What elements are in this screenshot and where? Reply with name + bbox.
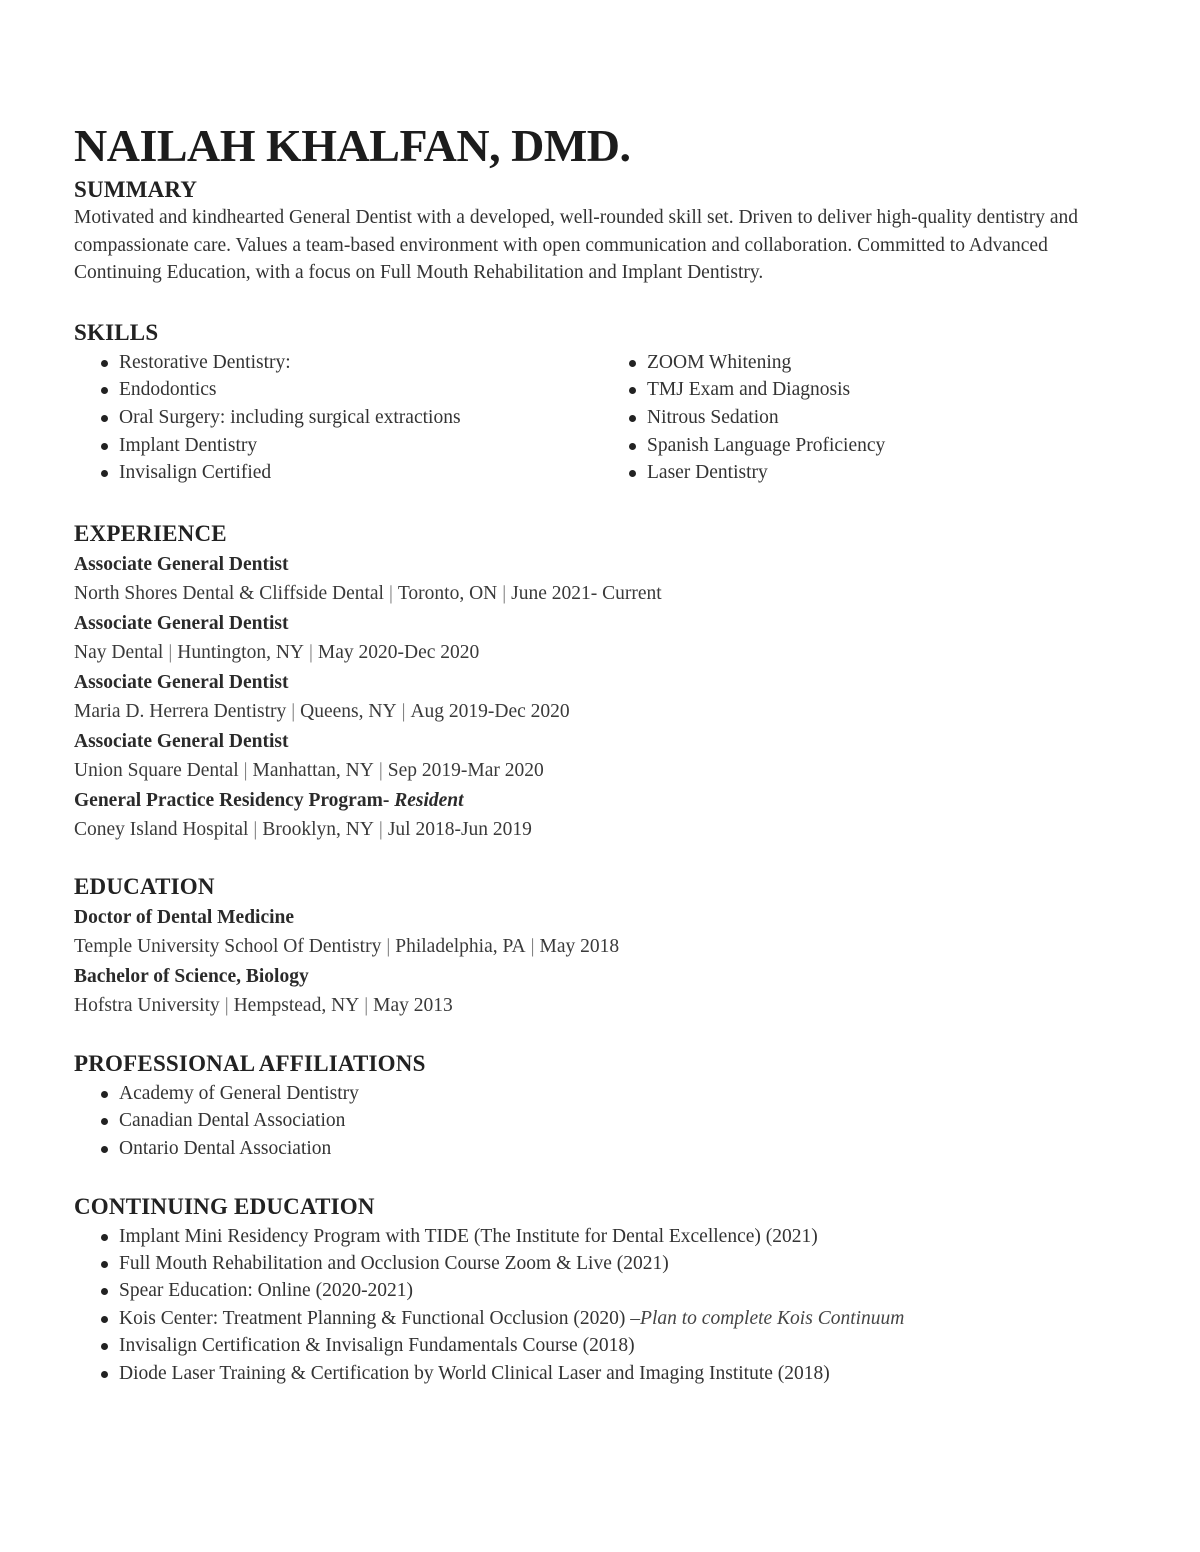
employer: Coney Island Hospital bbox=[74, 818, 249, 840]
summary-section bbox=[74, 176, 1084, 287]
separator: | bbox=[364, 994, 369, 1016]
employer: Nay Dental bbox=[74, 641, 164, 663]
employer: Union Square Dental bbox=[74, 759, 239, 781]
experience-entry bbox=[74, 552, 1084, 607]
resume-page bbox=[74, 118, 1084, 1387]
course-item: Diode Laser Training & Certification by World Clinical Laser and Imaging Institute (2018) bbox=[74, 1360, 1084, 1387]
education-details bbox=[74, 993, 1084, 1019]
job-details bbox=[74, 581, 1084, 607]
affiliation-item: Canadian Dental Association bbox=[74, 1107, 1084, 1135]
school: Temple University School Of Dentistry bbox=[74, 935, 382, 957]
skill-item: Laser Dentistry bbox=[602, 459, 885, 487]
degree: Bachelor of Science, Biology bbox=[74, 965, 309, 987]
separator: | bbox=[168, 641, 173, 663]
separator: | bbox=[378, 759, 383, 781]
skill-item: Spanish Language Proficiency bbox=[602, 432, 885, 460]
job-title: Associate General Dentist bbox=[74, 612, 289, 634]
bullet-icon bbox=[629, 470, 636, 477]
skills-heading: SKILLS bbox=[74, 319, 159, 345]
skills-right-column bbox=[602, 349, 885, 487]
job-title: General Practice Residency Program- Resident bbox=[74, 789, 464, 811]
location: Huntington, NY bbox=[177, 641, 304, 663]
separator: | bbox=[243, 759, 248, 781]
separator: | bbox=[378, 818, 383, 840]
job-details bbox=[74, 758, 1084, 784]
location: Toronto, ON bbox=[397, 582, 498, 604]
experience-entry bbox=[74, 611, 1084, 666]
experience-heading: EXPERIENCE bbox=[74, 520, 227, 546]
bullet-icon bbox=[101, 1091, 108, 1098]
location: Philadelphia, PA bbox=[395, 935, 526, 957]
education-entry bbox=[74, 905, 1084, 960]
bullet-icon bbox=[101, 1288, 108, 1295]
course-item: Invisalign Certification & Invisalign Fundamentals Course (2018) bbox=[74, 1332, 1084, 1359]
skills-section bbox=[74, 319, 1084, 487]
course-item: Full Mouth Rehabilitation and Occlusion Course Zoom & Live (2021) bbox=[74, 1250, 1084, 1277]
continuing-education-list bbox=[74, 1223, 1084, 1387]
continuing-education-heading: CONTINUING EDUCATION bbox=[74, 1193, 375, 1219]
skill-item: TMJ Exam and Diagnosis bbox=[602, 376, 885, 404]
skill-item: Nitrous Sedation bbox=[602, 404, 885, 432]
affiliations-section bbox=[74, 1050, 1084, 1163]
bullet-icon bbox=[101, 1343, 108, 1350]
course-note: –Plan to complete Kois Continuum bbox=[630, 1307, 905, 1329]
dates: May 2020-Dec 2020 bbox=[317, 641, 480, 663]
dates: Sep 2019-Mar 2020 bbox=[387, 759, 544, 781]
separator: | bbox=[388, 582, 393, 604]
separator: | bbox=[386, 935, 391, 957]
education-details bbox=[74, 934, 1084, 960]
job-role-suffix: Resident bbox=[394, 789, 464, 811]
continuing-education-section bbox=[74, 1193, 1084, 1387]
job-title: Associate General Dentist bbox=[74, 553, 289, 575]
bullet-icon bbox=[101, 443, 108, 450]
education-entry bbox=[74, 964, 1084, 1019]
skill-item: Endodontics bbox=[74, 376, 602, 404]
affiliation-item: Ontario Dental Association bbox=[74, 1135, 1084, 1163]
bullet-icon bbox=[101, 415, 108, 422]
school: Hofstra University bbox=[74, 994, 220, 1016]
skills-grid bbox=[74, 349, 1084, 487]
separator: | bbox=[253, 818, 258, 840]
bullet-icon bbox=[629, 415, 636, 422]
bullet-icon bbox=[629, 360, 636, 367]
location: Hempstead, NY bbox=[233, 994, 360, 1016]
experience-entry bbox=[74, 729, 1084, 784]
employer: North Shores Dental & Cliffside Dental bbox=[74, 582, 384, 604]
job-details bbox=[74, 640, 1084, 666]
job-details bbox=[74, 817, 1084, 843]
employer: Maria D. Herrera Dentistry bbox=[74, 700, 287, 722]
dates: Jul 2018-Jun 2019 bbox=[387, 818, 532, 840]
location: Brooklyn, NY bbox=[262, 818, 374, 840]
skill-item: Oral Surgery: including surgical extractions bbox=[74, 404, 602, 432]
course-item: Implant Mini Residency Program with TIDE (The Institute for Dental Excellence) (2021) bbox=[74, 1223, 1084, 1250]
bullet-icon bbox=[101, 1261, 108, 1268]
bullet-icon bbox=[101, 1234, 108, 1241]
experience-entry bbox=[74, 788, 1084, 843]
bullet-icon bbox=[101, 1146, 108, 1153]
education-heading: EDUCATION bbox=[74, 873, 215, 899]
course-item: Kois Center: Treatment Planning & Functional Occlusion (2020) –Plan to complete Kois Continuum bbox=[74, 1305, 1084, 1332]
separator: | bbox=[401, 700, 406, 722]
skill-item: Restorative Dentistry: bbox=[74, 349, 602, 377]
course-item: Spear Education: Online (2020-2021) bbox=[74, 1277, 1084, 1304]
date: May 2018 bbox=[539, 935, 620, 957]
separator: | bbox=[309, 641, 313, 663]
bullet-icon bbox=[629, 387, 636, 394]
experience-entry bbox=[74, 670, 1084, 725]
affiliations-list bbox=[74, 1080, 1084, 1163]
summary-text: Motivated and kindhearted General Dentist with a developed, well-rounded skill set. Driven to deliver high-quality dentistry and compassionate care. Values a team-based environment with open communication and collaboration. Committed to Advanced Continuing Education, with a focus on Full Mouth Rehabilitation and Implant Dentistry. bbox=[74, 207, 1078, 284]
affiliation-item: Academy of General Dentistry bbox=[74, 1080, 1084, 1108]
separator: | bbox=[502, 582, 507, 604]
separator: | bbox=[530, 935, 535, 957]
bullet-icon bbox=[101, 1118, 108, 1125]
bullet-icon bbox=[101, 360, 108, 367]
job-title: Associate General Dentist bbox=[74, 730, 289, 752]
separator: | bbox=[224, 994, 229, 1016]
dates: June 2021- Current bbox=[511, 582, 662, 604]
bullet-icon bbox=[101, 387, 108, 394]
degree: Doctor of Dental Medicine bbox=[74, 906, 295, 928]
dates: Aug 2019-Dec 2020 bbox=[410, 700, 570, 722]
date: May 2013 bbox=[373, 994, 453, 1016]
bullet-icon bbox=[629, 443, 636, 450]
summary-heading: SUMMARY bbox=[74, 177, 198, 202]
location: Manhattan, NY bbox=[252, 759, 374, 781]
bullet-icon bbox=[101, 470, 108, 477]
candidate-name: NAILAH KHALFAN, DMD. bbox=[74, 120, 631, 171]
affiliations-heading: PROFESSIONAL AFFILIATIONS bbox=[74, 1050, 426, 1076]
experience-section bbox=[74, 520, 1084, 843]
bullet-icon bbox=[101, 1316, 108, 1323]
education-section bbox=[74, 873, 1084, 1019]
skills-left-column bbox=[74, 349, 602, 487]
skill-item: ZOOM Whitening bbox=[602, 349, 885, 377]
job-details bbox=[74, 699, 1084, 725]
job-title: Associate General Dentist bbox=[74, 671, 289, 693]
separator: | bbox=[291, 700, 296, 722]
skill-item: Implant Dentistry bbox=[74, 432, 602, 460]
skill-item: Invisalign Certified bbox=[74, 459, 602, 487]
bullet-icon bbox=[101, 1371, 108, 1378]
location: Queens, NY bbox=[300, 700, 397, 722]
